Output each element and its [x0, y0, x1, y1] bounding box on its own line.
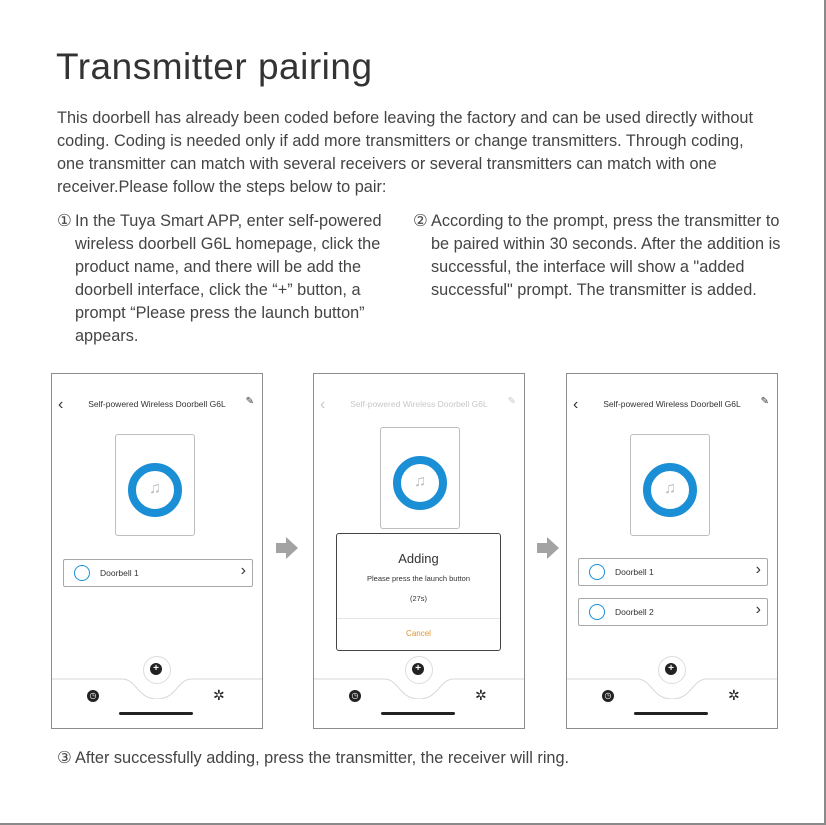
step-3 [57, 747, 757, 770]
clock-icon[interactable]: ◷ [87, 690, 99, 702]
doorbell-card [630, 434, 710, 536]
dialog-countdown: (27s) [409, 594, 428, 603]
pencil-icon[interactable]: ✎ [760, 396, 769, 407]
clock-icon[interactable]: ◷ [602, 690, 614, 702]
back-icon[interactable]: ‹ [320, 396, 326, 413]
device-icon [74, 565, 90, 581]
device-row-2[interactable] [578, 598, 768, 626]
step-3-text: After successfully adding, press the transmitter, the receiver will ring. [75, 749, 570, 767]
phone-2-title[interactable]: Self-powered Wireless Doorbell G6L [350, 399, 488, 409]
doorbell-ring [128, 463, 182, 517]
dialog-title: Adding [398, 551, 439, 566]
device-row-1[interactable] [578, 558, 768, 586]
step-1-number: ① [57, 212, 72, 230]
home-indicator [381, 712, 455, 715]
plus-icon[interactable]: + [665, 663, 677, 675]
page-title: Transmitter pairing [56, 46, 373, 87]
phone-1-title[interactable]: Self-powered Wireless Doorbell G6L [88, 399, 226, 409]
dialog-divider [337, 618, 500, 619]
plus-icon[interactable]: + [412, 663, 424, 675]
bell-icon: ♫ [664, 480, 676, 497]
step-2 [413, 210, 783, 302]
device-label: Doorbell 1 [615, 567, 654, 577]
chevron-right-icon: › [240, 562, 246, 579]
cancel-button[interactable]: Cancel [406, 629, 431, 638]
device-icon [589, 604, 605, 620]
intro-paragraph: This doorbell has already been coded before leaving the factory and can be used directly without coding. Coding is needed only if add more transmitters or change transmitters. Through coding, one transmitter can match with several receivers or several transmitters can match with one receiver.Please follow the steps below to pair: [57, 109, 754, 196]
gear-icon[interactable]: ✲ [728, 687, 740, 703]
pencil-icon[interactable]: ✎ [245, 396, 254, 407]
bell-icon: ♫ [414, 473, 426, 490]
gear-icon[interactable]: ✲ [475, 687, 487, 703]
back-icon[interactable]: ‹ [573, 396, 579, 413]
back-icon[interactable]: ‹ [58, 396, 64, 413]
doorbell-ring [643, 463, 697, 517]
device-label: Doorbell 2 [615, 607, 654, 617]
bell-icon: ♫ [149, 480, 161, 497]
step-1 [57, 210, 407, 348]
device-icon [589, 564, 605, 580]
chevron-right-icon: › [755, 561, 761, 578]
arrow-right-icon [276, 537, 298, 559]
pencil-icon[interactable]: ✎ [507, 396, 516, 407]
adding-dialog [336, 533, 501, 651]
phone-3-title[interactable]: Self-powered Wireless Doorbell G6L [603, 399, 741, 409]
doorbell-card [380, 427, 460, 529]
chevron-right-icon: › [755, 601, 761, 618]
home-indicator [634, 712, 708, 715]
doorbell-ring [393, 456, 447, 510]
step-3-number: ③ [57, 749, 72, 767]
plus-icon[interactable]: + [150, 663, 162, 675]
step-2-text: According to the prompt, press the transmitter to be paired within 30 seconds. After the addition is successful, the interface will show a "added successful" prompt. The transmitter is added. [431, 212, 781, 299]
gear-icon[interactable]: ✲ [213, 687, 225, 703]
doorbell-card [115, 434, 195, 536]
device-row-1[interactable] [63, 559, 253, 587]
clock-icon[interactable]: ◷ [349, 690, 361, 702]
home-indicator [119, 712, 193, 715]
dialog-message: Please press the launch button [367, 574, 470, 583]
device-label: Doorbell 1 [100, 568, 139, 578]
arrow-right-icon [537, 537, 559, 559]
phone-screen-1 [51, 373, 263, 729]
step-1-text: In the Tuya Smart APP, enter self-powered wireless doorbell G6L homepage, click the product name, and there will be add the doorbell interface, click the “+” button, a prompt “Please press the launch button” appears. [75, 212, 382, 345]
step-2-number: ② [413, 212, 428, 230]
phone-screen-3 [566, 373, 778, 729]
